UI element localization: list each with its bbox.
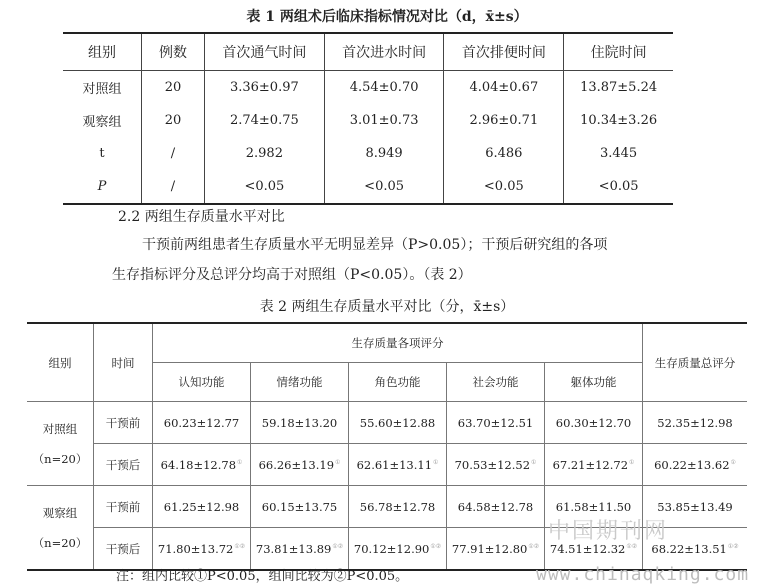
group-label <box>27 486 94 571</box>
table-cell: 63.70±12.51 <box>447 402 545 444</box>
cell-value: 68.22±13.51 <box>651 541 727 556</box>
table-row <box>63 71 673 105</box>
table-cell: 10.34±3.26 <box>564 104 673 137</box>
table-cell: 3.01±0.73 <box>324 104 444 137</box>
table-cell <box>251 528 349 571</box>
time-header: 时间 <box>94 323 153 402</box>
table-cell <box>349 528 447 571</box>
significance-mark: ① <box>730 458 736 466</box>
table1-header: 首次排便时间 <box>444 33 564 71</box>
table-cell: / <box>142 137 205 170</box>
table-cell: 61.58±11.50 <box>545 486 643 528</box>
table-row <box>63 137 673 170</box>
table-cell: 观察组 <box>63 104 142 137</box>
significance-mark: ① <box>629 458 635 466</box>
table1-header: 住院时间 <box>564 33 673 71</box>
table-cell: 3.445 <box>564 137 673 170</box>
watermark-url: www.chinaqking.com <box>536 564 750 585</box>
table2-caption: 表 2 两组生存质量水平对比（分，x̄±s） <box>259 299 515 315</box>
cell-value: 70.53±12.52 <box>454 457 531 472</box>
table-cell: 2.74±0.75 <box>205 104 325 137</box>
group-n: （n=20） <box>32 451 88 466</box>
table-cell: <0.05 <box>205 170 325 204</box>
table-cell: 64.58±12.78 <box>447 486 545 528</box>
subheader: 社会功能 <box>447 363 545 402</box>
table1-header: 组别 <box>63 33 142 71</box>
group-n: （n=20） <box>32 535 88 550</box>
cell-value: 74.51±12.32 <box>549 541 626 556</box>
table-cell: 60.30±12.70 <box>545 402 643 444</box>
table-row <box>63 170 673 204</box>
table-cell <box>251 444 349 486</box>
table-cell: 4.04±0.67 <box>444 71 564 105</box>
time-cell: 干预前 <box>94 402 153 444</box>
table-cell: 13.87±5.24 <box>564 71 673 105</box>
significance-mark: ①② <box>430 542 442 550</box>
significance-mark: ① <box>531 458 537 466</box>
total-header: 生存质量总评分 <box>643 323 748 402</box>
cell-value: 66.26±13.19 <box>258 457 335 472</box>
significance-mark: ①② <box>332 542 344 550</box>
table-cell: 3.36±0.97 <box>205 71 325 105</box>
paragraph-line: 干预前两组患者生存质量水平无明显差异（P>0.05）；干预后研究组的各项 <box>142 237 608 253</box>
table-cell: 2.982 <box>205 137 325 170</box>
table-cell: t <box>63 137 142 170</box>
watermark-text: 中国期刊网 <box>548 519 669 544</box>
significance-mark: ①② <box>727 542 739 550</box>
table-cell <box>153 528 251 571</box>
cell-value: 60.22±13.62 <box>654 457 730 472</box>
table-cell <box>643 444 748 486</box>
table-cell: 52.35±12.98 <box>643 402 748 444</box>
table-cell: 6.486 <box>444 137 564 170</box>
table-cell <box>447 444 545 486</box>
cell-value: 62.61±13.11 <box>356 457 433 472</box>
table-row <box>63 104 673 137</box>
group-header: 组别 <box>27 323 94 402</box>
table1-header: 首次进水时间 <box>324 33 444 71</box>
group-label <box>27 402 94 486</box>
table-cell <box>349 444 447 486</box>
table-cell: <0.05 <box>564 170 673 204</box>
table-cell: 56.78±12.78 <box>349 486 447 528</box>
significance-mark: ①② <box>234 542 246 550</box>
group-name: 观察组 <box>42 505 78 520</box>
table-cell: 4.54±0.70 <box>324 71 444 105</box>
cell-value: 71.80±13.72 <box>157 541 234 556</box>
table-cell: 53.85±13.49 <box>643 486 748 528</box>
group-name: 对照组 <box>42 421 78 436</box>
table-cell: 对照组 <box>63 71 142 105</box>
table-cell: 20 <box>142 71 205 105</box>
table-cell <box>545 444 643 486</box>
table1-header: 例数 <box>142 33 205 71</box>
table-cell: 60.23±12.77 <box>153 402 251 444</box>
table-cell: 55.60±12.88 <box>349 402 447 444</box>
table-row <box>27 402 747 444</box>
significance-mark: ① <box>237 458 243 466</box>
table-cell: 59.18±13.20 <box>251 402 349 444</box>
table-cell <box>447 528 545 571</box>
table-cell: <0.05 <box>324 170 444 204</box>
time-cell: 干预前 <box>94 486 153 528</box>
table-note: 注：组内比较①P<0.05，组间比较为②P<0.05。 <box>116 569 409 584</box>
significance-mark: ①② <box>626 542 638 550</box>
section-heading: 2.2 两组生存质量水平对比 <box>118 209 285 225</box>
cell-value: 64.18±12.78 <box>160 457 237 472</box>
significance-mark: ① <box>433 458 439 466</box>
cell-value: 67.21±12.72 <box>552 457 629 472</box>
table-cell: 8.949 <box>324 137 444 170</box>
significance-mark: ① <box>335 458 341 466</box>
paragraph-line: 生存指标评分及总评分均高于对照组（P<0.05）。（表 2） <box>112 267 472 283</box>
table1-header: 首次通气时间 <box>205 33 325 71</box>
significance-mark: ①② <box>528 542 540 550</box>
table1 <box>63 32 673 205</box>
table-cell: 61.25±12.98 <box>153 486 251 528</box>
table-cell: 60.15±13.75 <box>251 486 349 528</box>
table-cell: 2.96±0.71 <box>444 104 564 137</box>
table1-caption: 表 1 两组术后临床指标情况对比（d，x̄±s） <box>246 9 528 25</box>
items-header: 生存质量各项评分 <box>153 323 643 363</box>
table-cell: <0.05 <box>444 170 564 204</box>
time-cell: 干预后 <box>94 444 153 486</box>
table-cell: P <box>63 170 142 204</box>
subheader: 角色功能 <box>349 363 447 402</box>
table-cell: 20 <box>142 104 205 137</box>
table-row <box>27 444 747 486</box>
cell-value: 77.91±12.80 <box>451 541 528 556</box>
subheader: 认知功能 <box>153 363 251 402</box>
cell-value: 70.12±12.90 <box>353 541 430 556</box>
subheader: 情绪功能 <box>251 363 349 402</box>
table-cell: / <box>142 170 205 204</box>
subheader: 躯体功能 <box>545 363 643 402</box>
cell-value: 73.81±13.89 <box>255 541 332 556</box>
time-cell: 干预后 <box>94 528 153 571</box>
table-cell <box>153 444 251 486</box>
